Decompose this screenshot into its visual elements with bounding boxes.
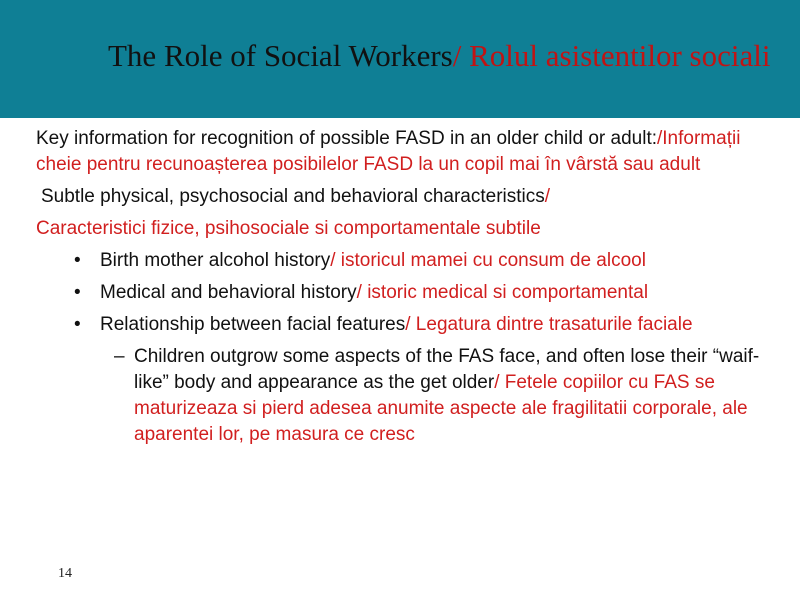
sub-bullet: [114, 344, 764, 448]
bullet-text-ro: / Legatura dintre trasaturile faciale: [405, 314, 693, 335]
paragraph-subtle-characteristics: [36, 184, 776, 210]
bullet-text-en: Relationship between facial features: [100, 314, 406, 335]
title-romanian: / Rolul asistentilor sociali: [452, 38, 771, 73]
list-item: [74, 312, 776, 338]
list-item: [74, 248, 776, 274]
bullet-icon: •: [74, 282, 81, 303]
sub-bullet-text-ro: / Fetele copiilor cu FAS se maturizeaza si pierd adesea anumite aspecte ale fragilitatii corporale, ale aparentei lor, pe masura ce cresc: [134, 372, 748, 445]
paragraph-key-information-en: Key information for recognition of possible FASD in an older child or adult:: [36, 128, 657, 149]
bullet-icon: •: [74, 314, 81, 335]
paragraph-key-information: [36, 126, 776, 178]
sub-bullet-text-en: Children outgrow some aspects of the FAS face, and often lose their “waif-like” body and appearance as the get older: [134, 346, 760, 393]
dash-icon: –: [114, 346, 125, 367]
slide-number: 14: [58, 566, 72, 581]
paragraph-key-information-ro: /Informații cheie pentru recunoașterea posibilelor FASD la un copil mai în vârstă sau adult: [36, 128, 741, 175]
bullet-list: [36, 248, 776, 338]
list-item: [74, 280, 776, 306]
slide-title: [108, 34, 788, 78]
bullet-icon: •: [74, 250, 81, 271]
slide-body: [36, 126, 776, 448]
paragraph-subtle-characteristics-ro: Caracteristici fizice, psihosociale si comportamentale subtile: [36, 218, 541, 239]
title-english: The Role of Social Workers: [108, 38, 453, 73]
bullet-text-ro: / istoric medical si comportamental: [356, 282, 649, 303]
bullet-text-ro: / istoricul mamei cu consum de alcool: [330, 250, 646, 271]
paragraph-subtle-characteristics-slash: /: [544, 186, 551, 207]
bullet-text-en: Birth mother alcohol history: [100, 250, 331, 271]
paragraph-subtle-characteristics-en: Subtle physical, psychosocial and behavioral characteristics: [41, 186, 545, 207]
bullet-text-en: Medical and behavioral history: [100, 282, 357, 303]
